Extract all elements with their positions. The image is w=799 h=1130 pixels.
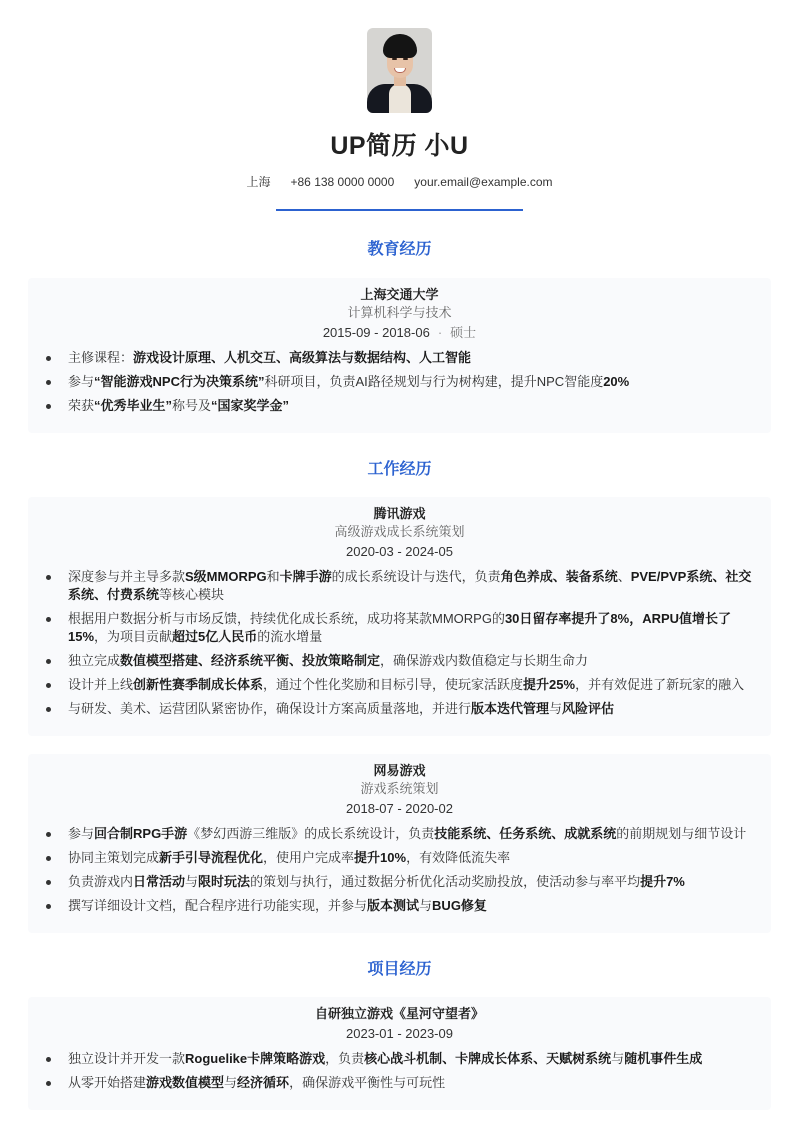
bullet-text: 和	[266, 569, 280, 584]
education-card	[28, 278, 771, 433]
project-dates: 2023-01 - 2023-09	[346, 1026, 453, 1041]
highlight-text: 回合制RPG手游	[94, 826, 188, 841]
education-section	[0, 239, 799, 433]
bullet-item	[46, 849, 753, 867]
highlight-text: 核心战斗机制、卡牌成长体系、天赋树系统	[364, 1051, 612, 1066]
project-name: 自研独立游戏《星河守望者》	[314, 1006, 484, 1021]
bullet-text: 的成长系统设计与迭代，负责	[331, 569, 501, 584]
bullet-item	[46, 873, 753, 891]
bullet-text: 等核心模块	[159, 587, 225, 602]
bullet-text: 荣获	[68, 398, 95, 413]
job-title: 游戏系统策划	[360, 781, 439, 796]
highlight-text: 超过5亿人民币	[172, 629, 258, 644]
bullet-item	[46, 825, 753, 843]
work-dates: 2020-03 - 2024-05	[346, 544, 453, 559]
bullet-item	[46, 676, 753, 694]
bullet-text: 与	[611, 1051, 625, 1066]
company-name: 网易游戏	[373, 763, 426, 778]
highlight-text: “智能游戏NPC行为决策系统”	[94, 374, 265, 389]
bullet-text: 的前期规划与细节设计	[616, 826, 747, 841]
bullet-text: 独立设计并开发一款	[68, 1051, 186, 1066]
highlight-text: 随机事件生成	[624, 1051, 703, 1066]
bullet-list	[46, 825, 753, 915]
bullet-list	[46, 568, 753, 718]
school-name: 上海交通大学	[360, 287, 439, 302]
date-range: 2015-09 - 2018-06	[322, 325, 430, 340]
bullet-text: 、	[617, 569, 631, 584]
company-name: 腾讯游戏	[373, 506, 426, 521]
bullet-item	[46, 568, 753, 604]
bullet-text: 设计并上线	[68, 677, 134, 692]
highlight-text: 游戏设计原理、人机交互、高级算法与数据结构、人工智能	[133, 350, 472, 365]
bullet-text: 协同主策划完成	[68, 850, 160, 865]
section-title-work: 工作经历	[367, 461, 432, 478]
email-link[interactable]: your.email@example.com	[414, 175, 553, 189]
bullet-item	[46, 1050, 753, 1068]
degree-text: 硕士	[450, 325, 477, 340]
section-title-education: 教育经历	[367, 241, 432, 258]
highlight-text: 提升7%	[640, 874, 685, 889]
bullet-text: ，并有效促进了新玩家的融入	[575, 677, 745, 692]
highlight-text: 30日留存率提升了8%，ARPU值增长了15%	[68, 611, 732, 644]
highlight-text: 限时玩法	[198, 874, 251, 889]
bullet-text: ，确保游戏平衡性与可玩性	[289, 1075, 446, 1090]
bullet-text: 与	[224, 1075, 238, 1090]
highlight-text: S级MMORPG	[185, 569, 267, 584]
work-section	[0, 459, 799, 933]
bullet-item	[46, 897, 753, 915]
bullet-text: 从零开始搭建	[68, 1075, 147, 1090]
candidate-name: UP简历 小U	[330, 132, 469, 160]
work-card-netease	[28, 754, 771, 933]
project-card	[28, 997, 771, 1110]
projects-section	[0, 959, 799, 1110]
highlight-text: Roguelike卡牌策略游戏	[185, 1051, 326, 1066]
education-dates	[46, 323, 753, 343]
bullet-text: 的策划与执行，通过数据分析优化活动奖励投放，使活动参与率平均	[250, 874, 641, 889]
bullet-text: 撰写详细设计文档，配合程序进行功能实现，并参与	[68, 898, 368, 913]
highlight-text: 风险评估	[562, 701, 615, 716]
bullet-text: 与研发、美术、运营团队紧密协作，确保设计方案高质量落地，并进行	[68, 701, 472, 716]
highlight-text: 创新性赛季制成长体系	[133, 677, 264, 692]
highlight-text: 提升10%	[354, 850, 407, 865]
bullet-text: 深度参与并主导多款	[68, 569, 186, 584]
bullet-item	[46, 1074, 753, 1092]
bullet-text: ，负责	[325, 1051, 365, 1066]
bullet-text: 独立完成	[68, 653, 121, 668]
profile-photo	[367, 28, 432, 113]
work-dates: 2018-07 - 2020-02	[346, 801, 453, 816]
bullet-text: 与	[549, 701, 563, 716]
bullet-text: ，确保游戏内数值稳定与长期生命力	[380, 653, 589, 668]
phone-text: +86 138 0000 0000	[290, 175, 395, 189]
header-divider	[276, 209, 523, 211]
highlight-text: “国家奖学金”	[211, 398, 290, 413]
major-name: 计算机科学与技术	[347, 305, 452, 320]
highlight-text: 版本测试	[367, 898, 420, 913]
separator-dot: ·	[437, 325, 443, 340]
bullet-text: 《梦幻西游三维版》的成长系统设计，负责	[187, 826, 435, 841]
bullet-text: 参与	[68, 374, 95, 389]
bullet-text: 的流水增量	[257, 629, 323, 644]
bullet-text: 与	[419, 898, 433, 913]
contact-info	[0, 173, 799, 191]
highlight-text: 提升25%	[523, 677, 576, 692]
highlight-text: 版本迭代管理	[471, 701, 550, 716]
highlight-text: BUG修复	[432, 898, 487, 913]
resume-header	[0, 0, 799, 211]
bullet-text: 科研项目，负责AI路径规划与行为树构建，提升NPC智能度	[264, 374, 604, 389]
bullet-text: ，使用户完成率	[263, 850, 355, 865]
bullet-text: 负责游戏内	[68, 874, 134, 889]
bullet-item	[46, 373, 753, 391]
bullet-list	[46, 1050, 753, 1092]
bullet-item	[46, 700, 753, 718]
bullet-text: 主修课程：	[68, 350, 134, 365]
bullet-item	[46, 610, 753, 646]
highlight-text: PVE/PVP系统、社交系统、付费系统	[68, 569, 752, 602]
highlight-text: 游戏数值模型	[146, 1075, 225, 1090]
highlight-text: “优秀毕业生”	[94, 398, 173, 413]
bullet-list	[46, 349, 753, 415]
bullet-item	[46, 652, 753, 670]
highlight-text: 角色养成、装备系统	[500, 569, 618, 584]
highlight-text: 数值模型搭建、经济系统平衡、投放策略制定	[120, 653, 381, 668]
bullet-text: ，为项目贡献	[94, 629, 173, 644]
bullet-item	[46, 349, 753, 367]
highlight-text: 经济循环	[237, 1075, 290, 1090]
job-title: 高级游戏成长系统策划	[334, 524, 465, 539]
bullet-item	[46, 397, 753, 415]
highlight-text: 20%	[603, 374, 630, 389]
work-card-tencent	[28, 497, 771, 736]
section-title-projects: 项目经历	[367, 961, 432, 978]
bullet-text: ，有效降低流失率	[406, 850, 511, 865]
highlight-text: 技能系统、任务系统、成就系统	[434, 826, 617, 841]
bullet-text: ，通过个性化奖励和目标引导，使玩家活跃度	[263, 677, 524, 692]
bullet-text: 与	[185, 874, 199, 889]
bullet-text: 参与	[68, 826, 95, 841]
bullet-text: 根据用户数据分析与市场反馈，持续优化成长系统，成功将某款MMORPG的	[68, 611, 505, 626]
highlight-text: 新手引导流程优化	[159, 850, 264, 865]
highlight-text: 卡牌手游	[279, 569, 332, 584]
location-text: 上海	[246, 175, 271, 189]
highlight-text: 日常活动	[133, 874, 186, 889]
bullet-text: 称号及	[172, 398, 212, 413]
